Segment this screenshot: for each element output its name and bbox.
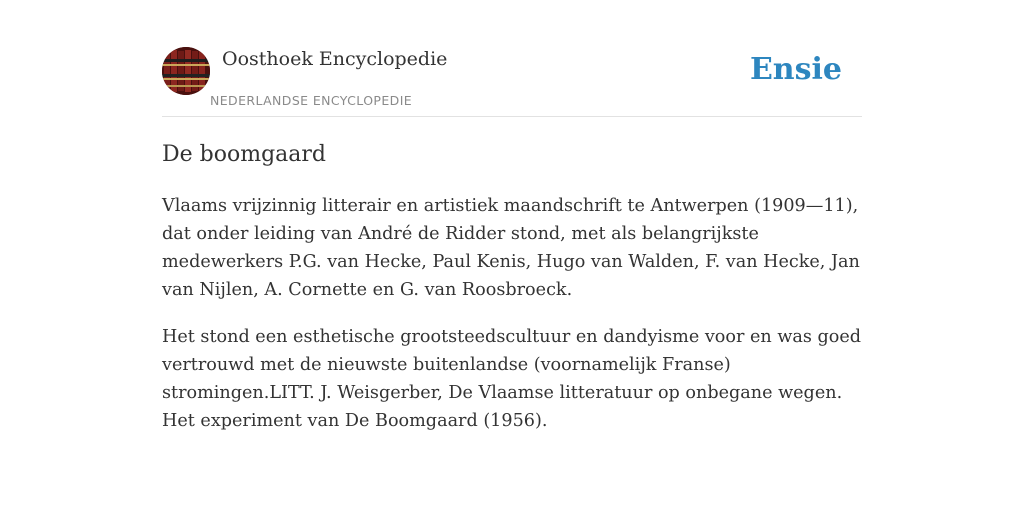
article-body — [162, 192, 868, 454]
source-title[interactable]: Oosthoek Encyclopedie — [222, 48, 448, 70]
article-paragraph: Het stond een esthetische grootsteedscultuur en dandyisme voor en was goed vertrouwd met de nieuwste buitenlandse (voornamelijk Franse) stromingen.LITT. J. Weisgerber, De Vlaamse litteratuur op onbegane wegen. Het experiment van De Boomgaard (1956). — [162, 327, 862, 431]
brand-logo[interactable]: Ensie — [749, 52, 842, 87]
source-subtitle: NEDERLANDSE ENCYCLOPEDIE — [210, 93, 413, 108]
encyclopedia-books-icon — [162, 47, 210, 95]
source-avatar[interactable] — [162, 47, 210, 95]
header — [162, 46, 862, 117]
article-title: De boomgaard — [162, 142, 327, 167]
article-paragraph: Vlaams vrijzinnig litterair en artistiek maandschrift te Antwerpen (1909—11), dat onder leiding van André de Ridder stond, met als belangrijkste medewerkers P.G. van Hecke, Paul Kenis, Hugo van Walden, F. van Hecke, Jan van Nijlen, A. Cornette en G. van Roosbroeck. — [162, 196, 860, 300]
